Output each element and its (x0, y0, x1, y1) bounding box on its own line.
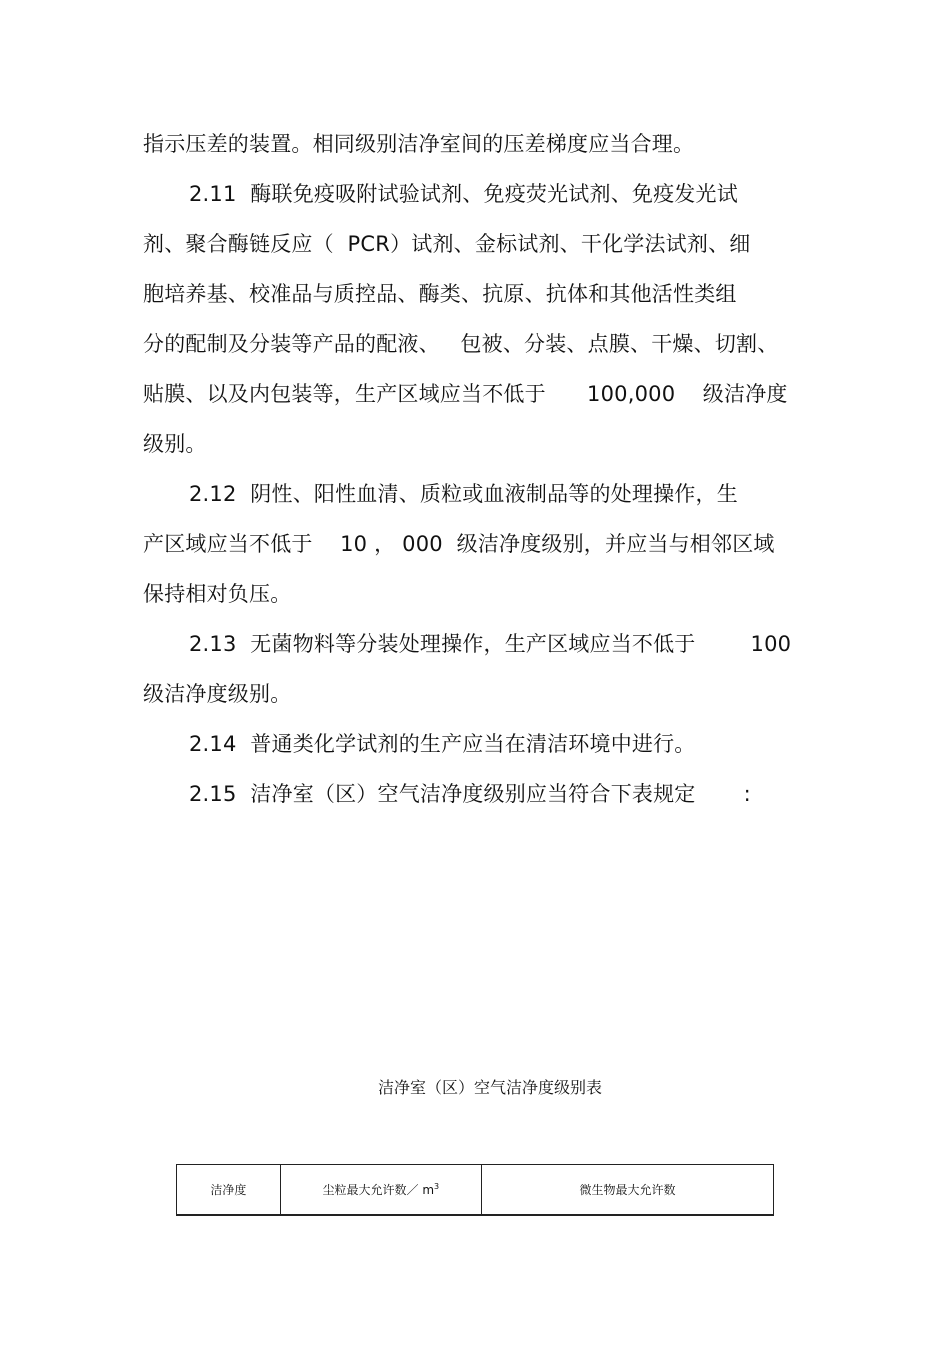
text-line: 2.12 阴性、阳性血清、质粒或血液制品等的处理操作，生 (189, 482, 738, 506)
table-header-cleanliness (177, 1165, 281, 1216)
text-line: 产区域应当不低于 10 ， 000 级洁净度级别，并应当与相邻区域 (143, 532, 775, 556)
table-header-microbes (482, 1165, 774, 1216)
table-row (177, 1165, 774, 1216)
cleanliness-grade-table (176, 1164, 774, 1216)
text-line: 2.15 洁净室（区）空气洁净度级别应当符合下表规定 : (189, 782, 751, 806)
cell-text: 尘粒最大允许数／ m (322, 1183, 435, 1197)
unit-superscript: 3 (434, 1182, 440, 1191)
text-line: 胞培养基、校准品与质控品、酶类、抗原、抗体和其他活性类组 (143, 282, 737, 306)
text-line: 剂、聚合酶链反应（ PCR）试剂、金标试剂、干化学法试剂、细 (143, 232, 751, 256)
text-line: 贴膜、以及内包装等，生产区域应当不低于 100,000 级洁净度 (143, 382, 788, 406)
text-line: 级洁净度级别。 (143, 682, 292, 706)
table-header-particles (280, 1165, 481, 1216)
text-line: 保持相对负压。 (143, 582, 292, 606)
text-line: 指示压差的装置。相同级别洁净室间的压差梯度应当合理。 (143, 132, 695, 156)
text-line: 2.13 无菌物料等分装处理操作，生产区域应当不低于 100 (189, 632, 792, 656)
text-line: 分的配制及分装等产品的配液、 包被、分装、点膜、干燥、切割、 (143, 332, 779, 356)
cell-text: 微生物最大允许数 (579, 1183, 676, 1197)
cell-text: 洁净度 (210, 1183, 247, 1197)
table-title: 洁净室（区）空气洁净度级别表 (377, 1078, 602, 1097)
text-line: 2.14 普通类化学试剂的生产应当在清洁环境中进行。 (189, 732, 696, 756)
text-line: 级别。 (143, 432, 207, 456)
text-line: 2.11 酶联免疫吸附试验试剂、免疫荧光试剂、免疫发光试 (189, 182, 738, 206)
